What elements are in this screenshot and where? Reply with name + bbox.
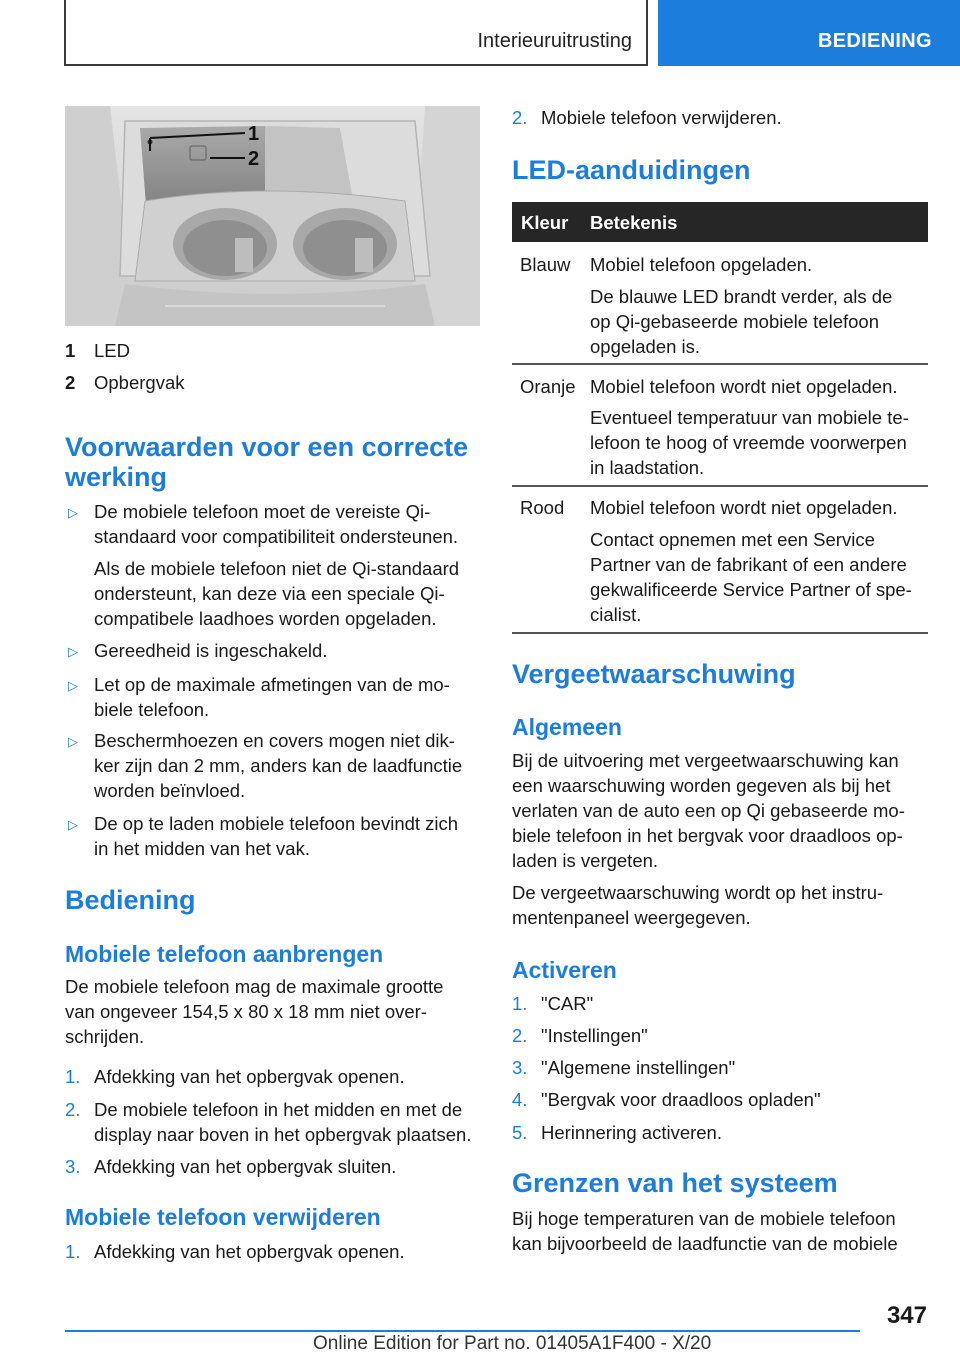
header-chapter-title: BEDIENING [818,30,932,52]
table-header-color: Kleur [521,212,569,233]
step-text: De mobiele telefoon in het midden en met de display naar boven in het opbergvak plaatsen. [94,1099,472,1145]
heading-operation: Bediening [65,885,196,915]
table-cell-color: Blauw [520,254,571,275]
step-number: 4. [512,1089,528,1110]
heading-remove-phone: Mobiele telefoon verwijderen [65,1204,381,1230]
table-cell-meaning: Mobiel telefoon wordt niet opgeladen. [590,376,898,397]
heading-general: Algemeen [512,714,622,740]
step-text: "Algemene instellingen" [541,1057,736,1078]
header-section-box [64,0,648,66]
bullet-triangle-icon: ▷ [68,734,78,749]
callout-2: 2 [248,148,260,170]
header-chapter-tab [658,0,960,66]
table-header-meaning: Betekenis [590,212,678,233]
heading-forget-warning: Vergeetwaarschuwing [512,659,796,689]
step-number: 2. [512,1025,528,1046]
legend-number: 2 [65,372,76,393]
heading-led-indicators: LED-aanduidingen [512,155,751,185]
step-number: 3. [512,1057,528,1078]
step-number: 1. [65,1241,81,1262]
step-number: 3. [65,1156,81,1177]
bullet-text: De op te laden mobiele telefoon bevindt zich in het midden van het vak. [94,813,459,859]
footer-rule [65,1330,860,1332]
general-paragraph-2: De vergeetwaarschuwing wordt op het instru- mentenpaneel weergegeven. [512,882,884,928]
table-header-row [512,202,928,242]
step-text: "Bergvak voor draadloos opladen" [541,1089,821,1110]
table-cell-meaning: Mobiel telefoon wordt niet opgeladen. [590,497,898,518]
page-number: 347 [886,1302,927,1329]
legend-label: LED [94,340,130,361]
legend-label: Opbergvak [94,372,185,393]
step-number: 1. [65,1066,81,1087]
heading-conditions-line1: Voorwaarden voor een correcte [65,432,469,462]
table-cell-detail: Contact opnemen met een Service Partner van de fabrikant of een andere gekwalificeerde Service Partner of spe- cialist. [590,529,912,625]
step-number: 5. [512,1122,528,1143]
heading-conditions-line2: werking [65,462,168,492]
table-cell-meaning: Mobiel telefoon opgeladen. [590,254,813,275]
table-cell-detail: Eventueel temperatuur van mobiele te- lefoon te hoog of vreemde voorwerpen in laadstation. [590,407,909,478]
callout-1: 1 [248,123,260,145]
limits-paragraph: Bij hoge temperaturen van de mobiele telefoon kan bijvoorbeeld de laadfunctie van de mobiele [512,1208,898,1254]
bullet-text: Gereedheid is ingeschakeld. [94,640,328,661]
console-drawing [65,106,480,326]
bullet-triangle-icon: ▷ [68,644,78,659]
step-text: Afdekking van het opbergvak openen. [94,1066,405,1087]
step-text: "Instellingen" [541,1025,648,1046]
heading-activate: Activeren [512,957,617,983]
footer-edition: Online Edition for Part no. 01405A1F400 - X/20 [313,1333,712,1354]
table-row-divider [512,363,928,365]
table-row-divider [512,485,928,487]
table-cell-color: Oranje [520,376,576,397]
insert-paragraph: De mobiele telefoon mag de maximale grootte van ongeveer 154,5 x 80 x 18 mm niet over- schrijden. [65,976,444,1047]
storage-compartment-illustration [65,106,480,326]
step-text: Afdekking van het opbergvak sluiten. [94,1156,397,1177]
step-number: 2. [65,1099,81,1120]
header-section-title: Interieuruitrusting [477,30,632,52]
step-text: Mobiele telefoon verwijderen. [541,107,782,128]
step-number: 1. [512,993,528,1014]
bullet-text: De mobiele telefoon moet de vereiste Qi- standaard voor compatibiliteit ondersteunen. [94,501,459,547]
table-bottom-rule [512,632,928,634]
heading-system-limits: Grenzen van het systeem [512,1168,838,1198]
bullet-text: Let op de maximale afmetingen van de mo- biele telefoon. [94,674,450,720]
bullet-text: Als de mobiele telefoon niet de Qi-standaard ondersteunt, kan deze via een speciale Qi- compatibele laadhoes worden opgeladen. [94,558,460,629]
step-text: "CAR" [541,993,594,1014]
step-text: Afdekking van het opbergvak openen. [94,1241,405,1262]
step-number: 2. [512,107,528,128]
bullet-triangle-icon: ▷ [68,505,78,520]
bullet-triangle-icon: ▷ [68,678,78,693]
legend-number: 1 [65,340,76,361]
heading-insert-phone: Mobiele telefoon aanbrengen [65,941,384,967]
table-cell-color: Rood [520,497,565,518]
step-text: Herinnering activeren. [541,1122,722,1143]
table-cell-detail: De blauwe LED brandt verder, als de op Qi-gebaseerde mobiele telefoon opgeladen is. [590,286,893,357]
bullet-text: Beschermhoezen en covers mogen niet dik- ker zijn dan 2 mm, anders kan de laadfunctie worden beïnvloed. [94,730,463,801]
general-paragraph-1: Bij de uitvoering met vergeetwaarschuwing kan een waarschuwing worden gegeven als bij het verlaten van de auto een op Qi gebaseerde mo- biele telefoon in het bergvak voor draadloos op- laden is vergeten. [512,750,905,871]
bullet-triangle-icon: ▷ [68,817,78,832]
